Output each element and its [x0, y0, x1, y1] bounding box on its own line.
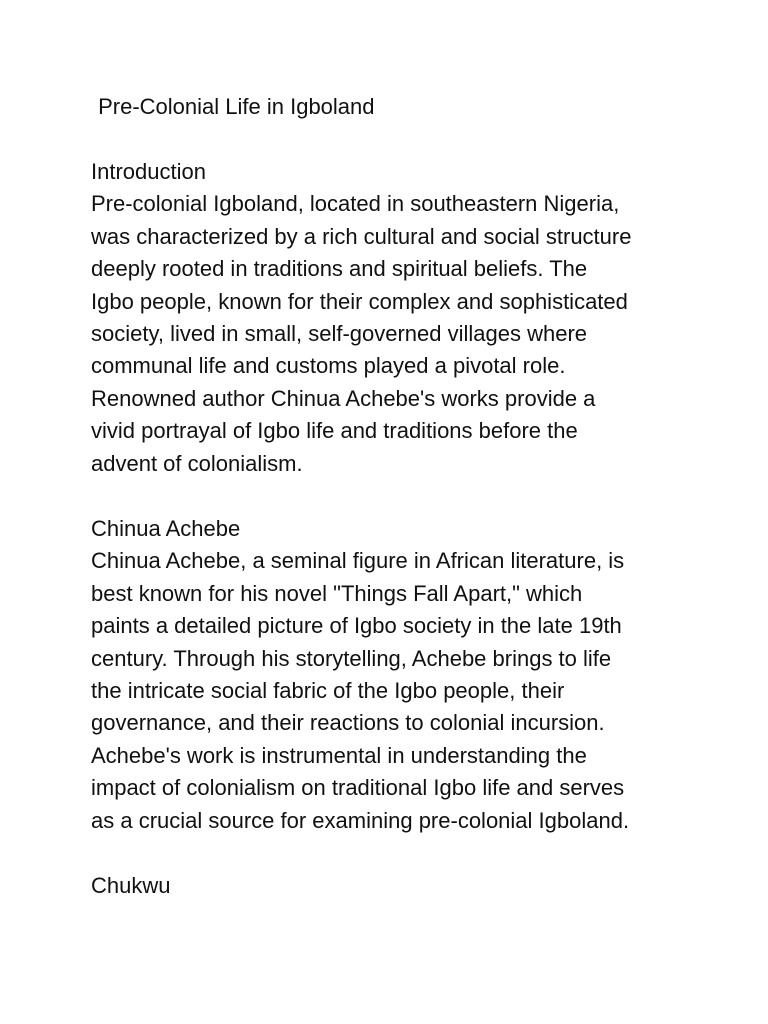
section-introduction	[91, 156, 731, 480]
paragraph-line: communal life and customs played a pivotal role.	[91, 353, 566, 379]
paragraph-line: deeply rooted in traditions and spiritual beliefs. The	[91, 256, 588, 282]
paragraph-line: paints a detailed picture of Igbo society in the late 19th	[91, 613, 622, 639]
paragraph-line: vivid portrayal of Igbo life and traditions before the	[91, 418, 578, 444]
paragraph-line: society, lived in small, self-governed villages where	[91, 321, 588, 347]
section-chinua-achebe	[91, 513, 731, 837]
section-paragraph	[91, 545, 731, 837]
paragraph-line: best known for his novel "Things Fall Apart," which	[91, 580, 583, 606]
paragraph-line: Pre-colonial Igboland, located in southeastern Nigeria,	[91, 191, 620, 217]
section-chukwu	[91, 870, 731, 902]
section-heading: Introduction	[91, 159, 206, 184]
paragraph-line: century. Through his storytelling, Achebe brings to life	[91, 645, 612, 671]
paragraph-line: Igbo people, known for their complex and sophisticated	[91, 288, 628, 314]
section-paragraph	[91, 188, 731, 480]
section-heading: Chukwu	[91, 873, 171, 898]
paragraph-line: governance, and their reactions to colonial incursion.	[91, 710, 605, 736]
document-title: Pre-Colonial Life in Igboland	[92, 94, 375, 119]
paragraph-line: as a crucial source for examining pre-colonial Igboland.	[91, 807, 630, 833]
paragraph-line: impact of colonialism on traditional Igbo life and serves	[91, 775, 625, 801]
paragraph-line: was characterized by a rich cultural and social structure	[91, 223, 632, 249]
paragraph-line: Renowned author Chinua Achebe's works provide a	[91, 385, 596, 411]
paragraph-line: Chinua Achebe, a seminal figure in African literature, is	[91, 548, 625, 574]
section-heading: Chinua Achebe	[91, 516, 241, 541]
paragraph-line: Achebe's work is instrumental in understanding the	[91, 742, 587, 768]
paragraph-line: advent of colonialism.	[91, 450, 303, 476]
paragraph-line: the intricate social fabric of the Igbo people, their	[91, 678, 565, 704]
